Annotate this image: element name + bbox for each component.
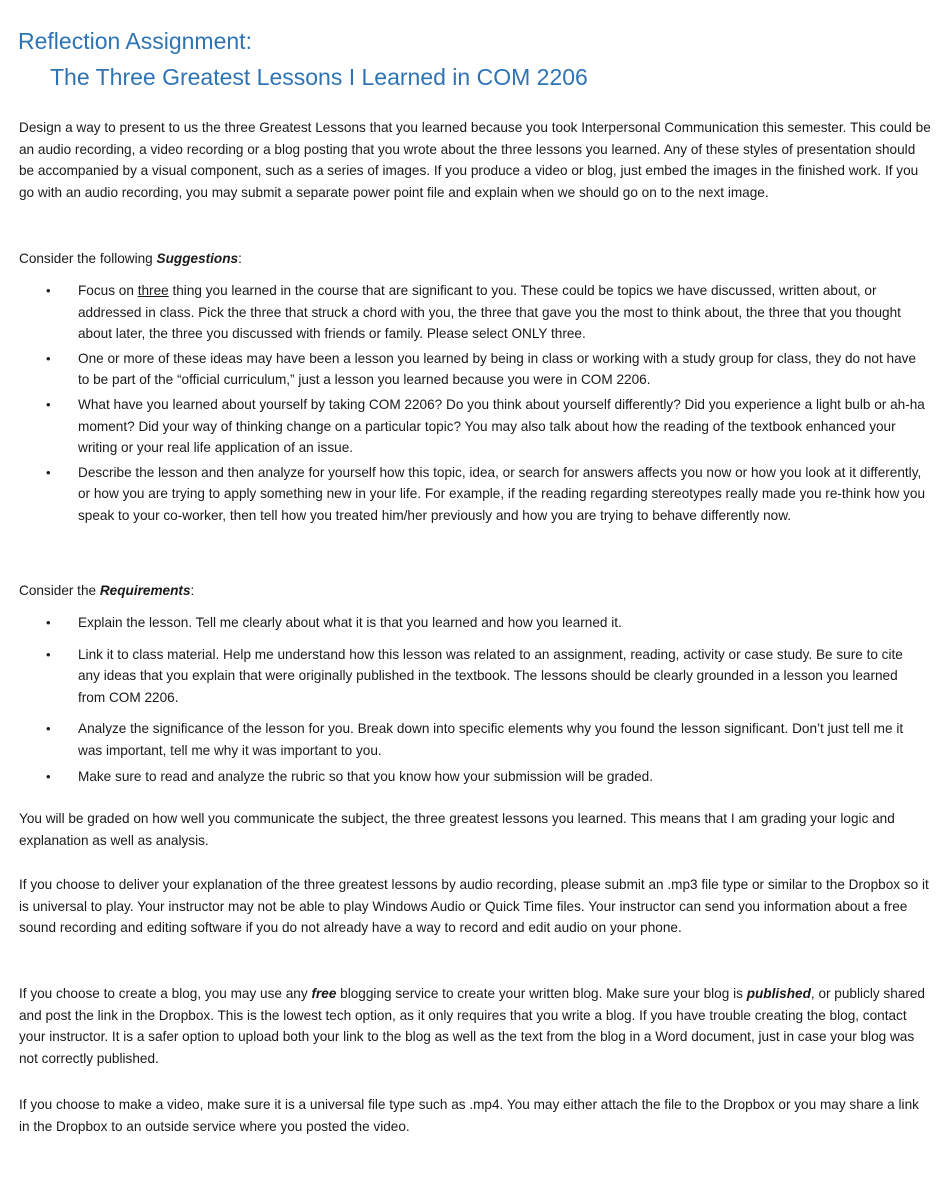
- intro-paragraph: Design a way to present to us the three Greatest Lessons that you learned because you took Interpersonal Communication this semester. This could be an audio recording, a video recording or a blog posting that you wrote about the three lessons you learned. Any of these styles of presentation should be accompanied by a visual component, such as a series of images. If you produce a video or blog, just embed the images in the finished work. If you go with an audio recording, you may submit a separate power point file and explain when we should go on to the next image.: [19, 120, 931, 200]
- suggestion-1-text-b: thing you learned in the course that are significant to you. These could be topics we have discussed, written about, or addressed in class. Pick the three that struck a chord with you, the three that gave you the most to think about, the three that you thought about later, the three you discussed with friends or family. Please select ONLY three.: [78, 283, 901, 342]
- suggestions-list: [0, 280, 950, 527]
- requirement-1-text: Explain the lesson. Tell me clearly about what it is that you learned and how you learned it.: [78, 615, 622, 630]
- requirements-label-suffix: :: [190, 583, 195, 598]
- bullet: •: [46, 350, 51, 366]
- blog-paragraph: [19, 983, 931, 1069]
- requirement-3-text: Analyze the significance of the lesson for you. Break down into specific elements why you found the lesson significant. Don’t just tell me it was important, tell me why it was important to you.: [78, 721, 904, 758]
- requirements-label: [19, 581, 194, 601]
- blog-published-emphasis: published: [746, 986, 811, 1001]
- requirement-4-text: Make sure to read and analyze the rubric so that you know how your submission will be graded.: [78, 768, 654, 784]
- bullet: •: [46, 646, 51, 662]
- requirement-item: [0, 612, 928, 634]
- requirement-item: [0, 718, 928, 761]
- bullet: •: [46, 396, 51, 412]
- bullet: •: [46, 768, 51, 784]
- blog-text-c: , or publicly shared and post the link in the Dropbox. This is the lowest tech option, as it only requires that you write a blog. If you have trouble creating the blog, contact your instructor. It is a safer option to upload both your link to the blog as well as the text from the blog in a Word document, just in case your blog was not correctly published.: [19, 986, 925, 1066]
- suggestion-1-text-a: Focus on: [78, 283, 138, 298]
- bullet: •: [46, 721, 51, 737]
- requirement-2-text: Link it to class material. Help me understand how this lesson was related to an assignment, reading, activity or case study. Be sure to cite any ideas that you explain that were originally published in the textbook. The lessons should be clearly grounded in a lesson you learned from COM 2206.: [78, 646, 903, 705]
- blog-text-a: If you choose to create a blog, you may use any: [19, 986, 312, 1001]
- suggestions-label: [19, 249, 242, 269]
- title-line-2: The Three Greatest Lessons I Learned in COM 2206: [50, 64, 588, 90]
- audio-paragraph: If you choose to deliver your explanation of the three greatest lessons by audio recording, please submit an .mp3 file type or similar to the Dropbox so it is universal to play. Your instructor may not be able to play Windows Audio or Quick Time files. Your instructor can send you information about a free sound recording and editing software if you do not already have a way to record and edit audio on your phone.: [19, 877, 929, 936]
- requirement-item: [0, 766, 928, 788]
- suggestion-item: [0, 280, 928, 345]
- suggestion-item: [0, 462, 928, 527]
- video-paragraph: If you choose to make a video, make sure it is a universal file type such as .mp4. You may either attach the file to the Dropbox or you may share a link in the Dropbox to an outside service where you posted the video.: [19, 1097, 919, 1134]
- title-line-1: Reflection Assignment:: [18, 28, 252, 54]
- requirements-list: [0, 612, 950, 787]
- suggestions-label-suffix: :: [238, 251, 242, 266]
- grading-paragraph: You will be graded on how well you communicate the subject, the three greatest lessons you learned. This means that I am grading your logic and explanation as well as analysis.: [19, 811, 895, 848]
- suggestion-item: [0, 348, 928, 391]
- requirement-item: [0, 644, 928, 709]
- suggestion-4-text: Describe the lesson and then analyze for yourself how this topic, idea, or search for answers affects you now or how you look at it differently, or how you are trying to apply something new in your life. For example, if the reading regarding stereotypes really made you re-think how you speak to your co-worker, then tell how you treated him/her previously and how you are trying to behave differently now.: [78, 464, 926, 523]
- suggestions-label-prefix: Consider the following: [19, 251, 157, 266]
- blog-free-emphasis: free: [311, 986, 337, 1001]
- suggestions-label-bold: Suggestions: [156, 251, 239, 266]
- requirements-label-prefix: Consider the: [19, 583, 100, 598]
- requirements-label-bold: Requirements: [99, 583, 191, 598]
- blog-text-b: blogging service to create your written blog. Make sure your blog is: [336, 986, 747, 1001]
- bullet: •: [46, 615, 51, 630]
- bullet: •: [46, 464, 51, 480]
- suggestion-item: [0, 394, 928, 459]
- suggestion-3-text: What have you learned about yourself by taking COM 2206? Do you think about yourself differently? Did you experience a light bulb or ah-ha moment? Did your way of thinking change on a particular topic? You may also talk about how the reading of the textbook enhanced your writing or your real life application of an issue.: [78, 396, 925, 456]
- suggestion-2-text: One or more of these ideas may have been a lesson you learned by being in class or working with a study group for class, they do not have to be part of the “official curriculum,” just a lesson you learned because you were in COM 2206.: [78, 350, 917, 388]
- suggestion-1-underlined: three: [137, 283, 169, 298]
- bullet: •: [46, 283, 51, 298]
